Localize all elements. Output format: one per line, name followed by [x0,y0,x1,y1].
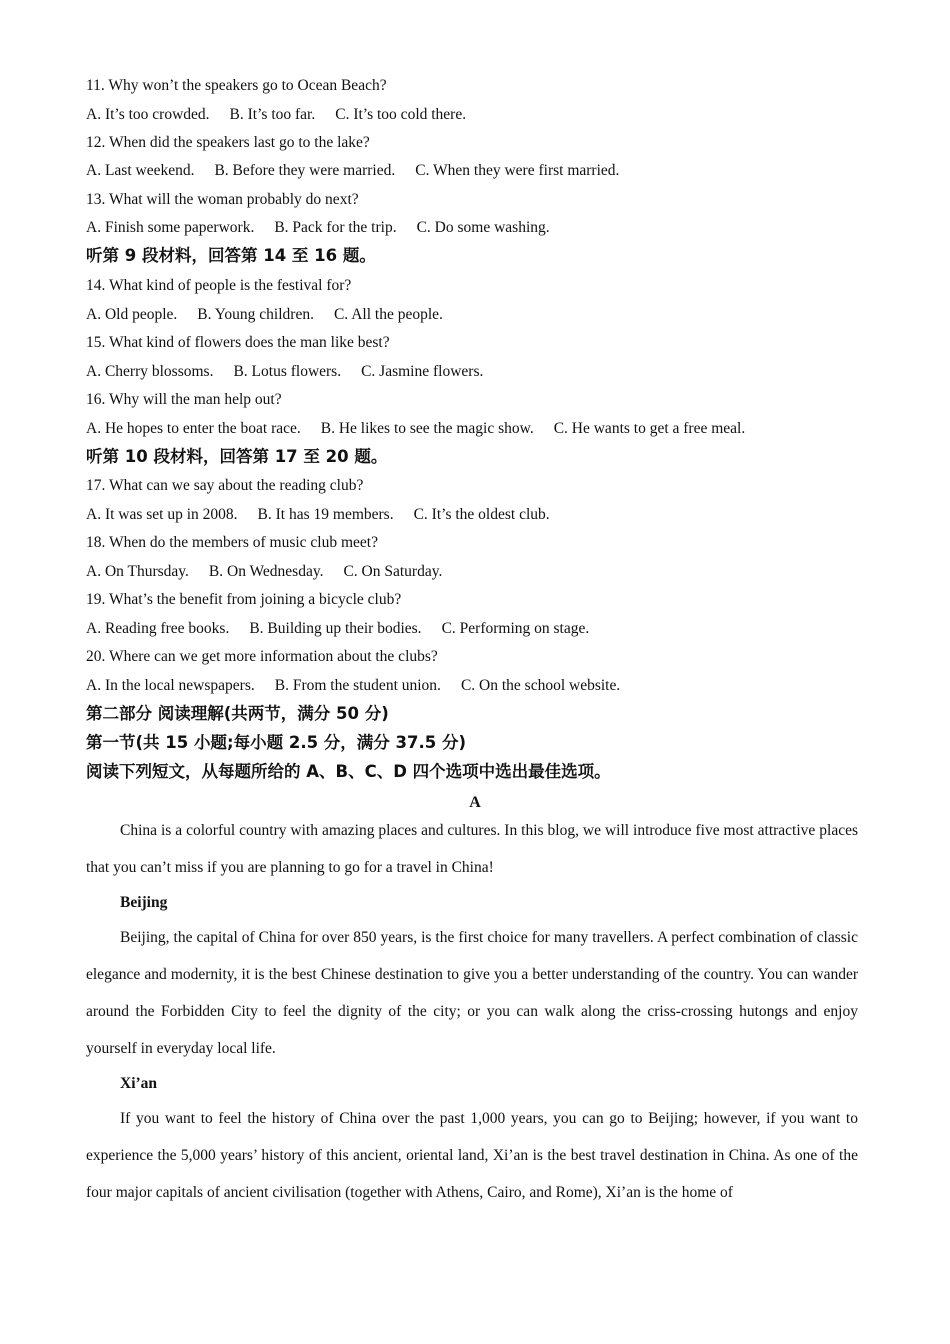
intro-paragraph: China is a colorful country with amazing places and cultures. In this blog, we will introduce five most attractive places that you can’t miss if you are planning to go for a travel in China! [86,822,858,876]
beijing-heading: Beijing [120,894,168,911]
option-c: C. All the people. [333,306,443,323]
option-c: C. He wants to get a free meal. [553,420,746,437]
options-15 [86,362,483,382]
option-b: B. He likes to see the magic show. [320,420,534,437]
question-16: 16. Why will the man help out? [86,391,282,408]
option-b: B. It’s too far. [229,106,316,123]
question-18: 18. When do the members of music club meet? [86,534,378,551]
options-14 [86,305,443,325]
instruction: 阅读下列短文，从每题所给的 A、B、C、D 四个选项中选出最佳选项。 [86,762,611,781]
question-13: 13. What will the woman probably do next? [86,191,359,208]
option-a: A. On Thursday. [86,563,189,580]
option-c: C. Jasmine flowers. [361,363,484,380]
question-17: 17. What can we say about the reading club? [86,477,364,494]
option-a: A. In the local newspapers. [86,677,255,694]
option-c: C. Performing on stage. [441,620,590,637]
options-19 [86,619,589,639]
option-c: C. It’s the oldest club. [413,506,550,523]
question-19: 19. What’s the benefit from joining a bicycle club? [86,591,402,608]
options-16 [86,419,745,439]
section-9-heading: 听第 9 段材料，回答第 14 至 16 题。 [86,246,376,265]
passage-label: A [469,794,481,811]
option-a: A. Reading free books. [86,620,230,637]
option-b: B. Before they were married. [214,162,396,179]
question-20: 20. Where can we get more information about the clubs? [86,648,438,665]
options-20 [86,676,620,696]
option-a: A. Old people. [86,306,178,323]
question-15: 15. What kind of flowers does the man like best? [86,334,390,351]
option-b: B. It has 19 members. [257,506,394,523]
option-b: B. Pack for the trip. [274,219,397,236]
option-c: C. Do some washing. [416,219,550,236]
xian-heading: Xi’an [120,1075,158,1092]
section-10-heading: 听第 10 段材料，回答第 17 至 20 题。 [86,447,388,466]
question-14: 14. What kind of people is the festival for? [86,277,352,294]
options-11 [86,105,466,125]
option-a: A. It’s too crowded. [86,106,210,123]
option-a: A. He hopes to enter the boat race. [86,420,301,437]
options-18 [86,562,442,582]
options-12 [86,161,619,181]
option-c: C. On the school website. [460,677,621,694]
options-13 [86,218,550,238]
xian-paragraph: If you want to feel the history of China over the past 1,000 years, you can go to Beijing; however, if you want to experience the 5,000 years’ history of this ancient, oriental land, Xi’an is the best travel destination in China. As one of the four major capitals of ancient civilisation (together with Athens, Cairo, and Rome), Xi’an is the home of [86,1110,858,1201]
part-2-title: 第二部分 阅读理解(共两节，满分 50 分) [86,704,389,723]
option-b: B. Lotus flowers. [233,363,342,380]
options-17 [86,505,550,525]
option-b: B. On Wednesday. [208,563,324,580]
option-a: A. Last weekend. [86,162,195,179]
option-a: A. Cherry blossoms. [86,363,214,380]
option-b: B. From the student union. [274,677,441,694]
option-c: C. On Saturday. [343,563,443,580]
option-a: A. Finish some paperwork. [86,219,255,236]
question-12: 12. When did the speakers last go to the lake? [86,134,370,151]
option-c: C. It’s too cold there. [335,106,467,123]
option-a: A. It was set up in 2008. [86,506,238,523]
option-c: C. When they were first married. [415,162,620,179]
beijing-paragraph: Beijing, the capital of China for over 850 years, is the first choice for many travellers. A perfect combination of classic elegance and modernity, it is the best Chinese destination to give you a better understanding of the country. You can wander around the Forbidden City to feel the dignity of the city; or you can walk along the criss-crossing hutongs and enjoy yourself in everyday local life. [86,929,858,1057]
section-1-title: 第一节(共 15 小题;每小题 2.5 分，满分 37.5 分) [86,733,467,752]
question-11: 11. Why won’t the speakers go to Ocean Beach? [86,77,387,94]
option-b: B. Building up their bodies. [249,620,422,637]
option-b: B. Young children. [197,306,314,323]
